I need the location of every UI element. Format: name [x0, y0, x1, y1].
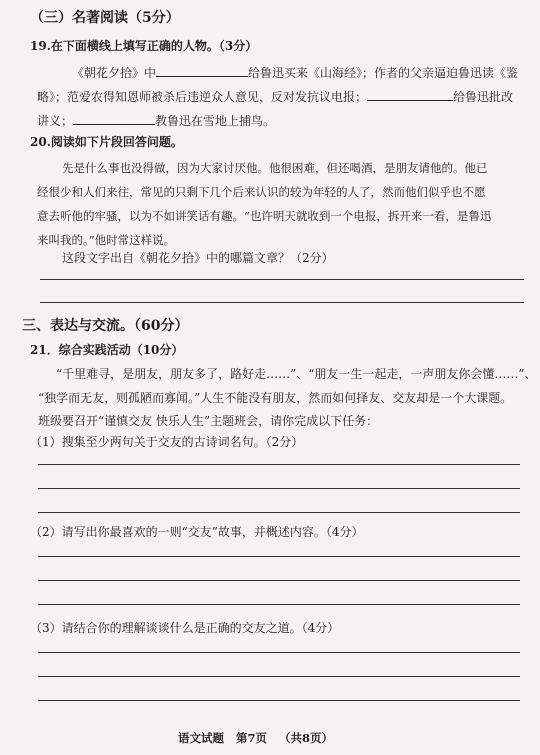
q19-blank-3[interactable]	[73, 112, 155, 125]
task3-answer-line-3[interactable]	[38, 700, 520, 701]
q20-passage-line-1: 先是什么事也没得做，因为大家讨厌他。他很困难，但还喝酒，是朋友请他的。他已	[62, 161, 488, 175]
q20-prompt: 20.阅读如下片段回答问题。	[30, 135, 183, 149]
task1-answer-line-3[interactable]	[38, 512, 520, 513]
q19-line3-text-a: 讲义；	[37, 114, 74, 128]
q21-prompt: 21．综合实践活动（10分）	[30, 343, 184, 357]
q19-blank-1[interactable]	[156, 64, 248, 77]
q19-line2-text-b: 给鲁迅批改	[453, 90, 514, 104]
q19-line2	[37, 88, 513, 105]
task2-answer-line-2[interactable]	[38, 580, 520, 581]
q19-line2-text-a: 略》；范爱农得知恩师被杀后违逆众人意见，反对发抗议电报；	[37, 90, 368, 104]
task3-answer-line-1[interactable]	[38, 652, 520, 653]
q21-intro-line-2: “独学而无友，则孤陋而寡闻。”人生不能没有朋友，然而如何择友、交友却是一个大课题。	[38, 391, 513, 405]
task1-answer-line-2[interactable]	[38, 488, 520, 489]
q21-intro-line-1: “千里难寻，是朋友，朋友多了，路好走……”、“朋友一生一起走，一声朋友你会懂……”、	[56, 367, 537, 381]
section-title-expression: 三、表达与交流。（60分）	[22, 318, 189, 334]
section-title-reading: （三）名著阅读（5分）	[30, 10, 180, 26]
q20-passage-line-2: 经很少和人们来往，常见的只剩下几个后来认识的较为年轻的人了，然而他们似乎也不愿	[37, 185, 486, 199]
q21-task-3: （3）请结合你的理解谈谈什么是正确的交友之道。（4分）	[30, 621, 340, 635]
q21-task-2: （2）请写出你最喜欢的一则“交友”故事，并概述内容。（4分）	[30, 525, 364, 539]
q19-line1	[72, 64, 518, 81]
footer-subject: 语文试题	[178, 731, 224, 745]
q20-answer-line-1[interactable]	[40, 279, 524, 280]
q20-question: 这段文字出自《朝花夕拾》中的哪篇文章？（2分）	[62, 251, 334, 265]
page-footer	[178, 730, 333, 746]
q20-passage-line-3: 意去听他的牢骚，以为不如讲笑话有趣。“也许明天就收到一个电报，拆开来一看，是鲁迅	[37, 209, 492, 223]
q19-line3-text-b: 教鲁迅在雪地上捕鸟。	[155, 114, 276, 128]
q20-answer-line-2[interactable]	[40, 302, 524, 303]
footer-total: （共8页）	[279, 731, 334, 745]
q19-prompt: 19.在下面横线上填写正确的人物。（3分）	[30, 39, 258, 53]
task2-answer-line-1[interactable]	[38, 556, 520, 557]
task2-answer-line-3[interactable]	[38, 604, 520, 605]
q19-line1-text-b: 给鲁迅买来《山海经》；作者的父亲逼迫鲁迅读《鉴	[248, 66, 519, 80]
q19-line1-text-a: 《朝花夕拾》中	[72, 66, 157, 80]
task3-answer-line-2[interactable]	[38, 676, 520, 677]
q20-passage-line-4: 来叫我的。”他时常这样说。	[37, 233, 176, 247]
footer-page: 第7页	[236, 731, 268, 745]
q21-task-1: （1）搜集至少两句关于交友的古诗词名句。（2分）	[30, 435, 304, 449]
q19-blank-2[interactable]	[367, 88, 453, 101]
task1-answer-line-1[interactable]	[38, 464, 520, 465]
q19-line3	[37, 112, 275, 129]
q21-intro-line-3: 班级要召开“谨慎交友 快乐人生”主题班会，请你完成以下任务：	[38, 414, 379, 428]
